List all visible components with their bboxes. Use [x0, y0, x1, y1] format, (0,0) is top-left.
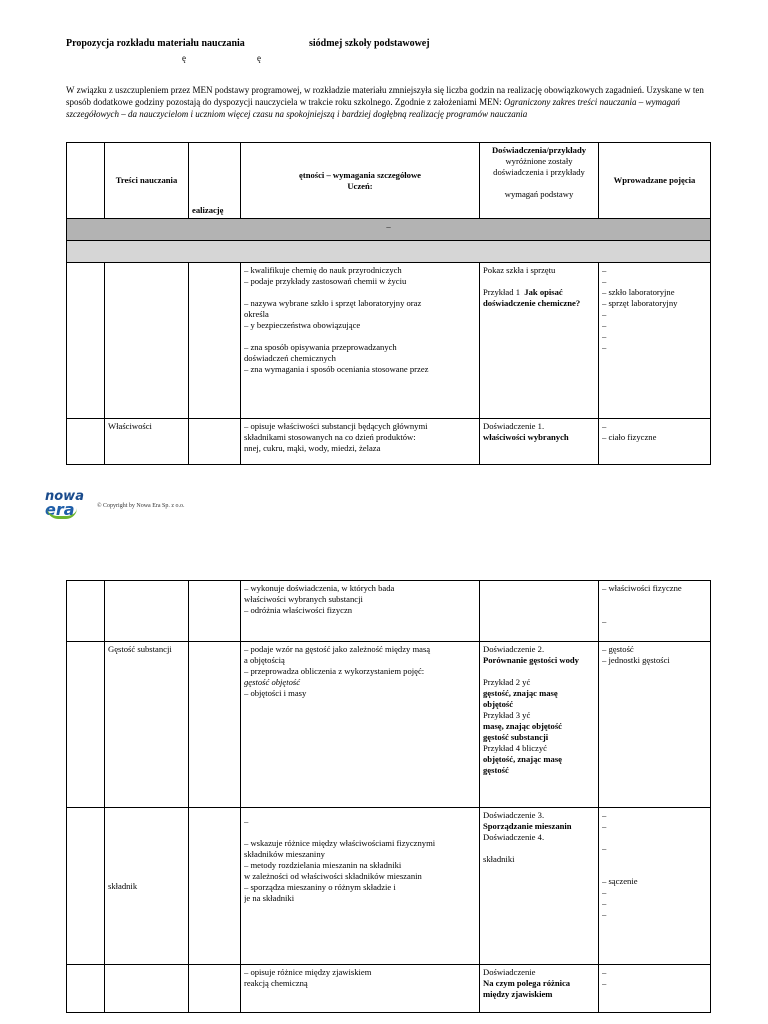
curriculum-table-page2 — [66, 580, 711, 1013]
requirement-line: je na składniki — [244, 893, 295, 903]
cell-empty — [67, 581, 105, 642]
cell-tresc — [105, 263, 189, 419]
requirement-line: – odróżnia właściwości fizyczn — [244, 605, 353, 615]
logo-text: era — [45, 500, 75, 519]
header-cell-realizacje: ealizację — [189, 143, 241, 219]
experiment-line: Na czym polega różnica — [483, 978, 571, 988]
concept-line: – sprzęt laboratoryjny — [602, 298, 678, 308]
experiment-line: Przykład 4 bliczyć — [483, 743, 547, 753]
table-row — [67, 581, 711, 642]
concept-line: – — [602, 309, 607, 319]
requirement-line: – sporządza mieszaniny o różnym składzie i — [244, 882, 396, 892]
header-wymagania-label: ętności – wymagania szczegółowe — [299, 169, 421, 180]
concept-line: – — [602, 342, 607, 352]
header-dosw-line: wymagań podstawy — [504, 189, 574, 199]
experiment-line: Sporządzanie mieszanin — [483, 821, 572, 831]
experiment-line: gęstość substancji — [483, 732, 549, 742]
cell-concepts — [599, 808, 711, 965]
cell-empty — [67, 263, 105, 419]
header-cell-doswiadczenia — [480, 143, 599, 219]
cell-experiments — [480, 642, 599, 808]
cell-concepts — [599, 965, 711, 1013]
cell-concepts — [599, 419, 711, 465]
concept-line: – jednostki gęstości — [602, 655, 670, 665]
header-dosw-title: Doświadczenia/przykłady — [491, 145, 587, 155]
cell-experiments — [480, 965, 599, 1013]
header-dosw-line: wyróżnione zostały — [505, 156, 573, 166]
experiment-line: gęstość, znając masę — [483, 688, 558, 698]
table-row — [67, 808, 711, 965]
requirement-line: składników mieszaniny — [244, 849, 325, 859]
cell-realizacja — [189, 965, 241, 1013]
experiment-line: objętość, znając masę — [483, 754, 562, 764]
concept-line: – sączenie — [602, 876, 638, 886]
header-uczen-label: Uczeń: — [347, 180, 373, 191]
experiment-line: Doświadczenie 4. — [483, 832, 545, 842]
concept-line: – — [602, 810, 607, 820]
cell-realizacja — [189, 263, 241, 419]
cell-empty — [67, 808, 105, 965]
requirement-line: – zna wymagania i sposób oceniania stosowane przez — [244, 364, 429, 374]
cell-requirements — [241, 965, 480, 1013]
concept-line: – — [602, 843, 607, 853]
concept-line: – — [602, 616, 607, 626]
cell-requirements — [241, 808, 480, 965]
experiment-line: masę, znając objętość — [483, 721, 562, 731]
header-cell-pojecia: Wprowadzane pojęcia — [599, 143, 711, 219]
cell-tresc: Właściwości — [105, 419, 189, 465]
experiment-line: gęstość — [483, 765, 509, 775]
cell-tresc: Gęstość substancji — [105, 642, 189, 808]
nowa-era-logo — [45, 489, 84, 519]
cell-empty — [67, 965, 105, 1013]
concept-line: – ciało fizyczne — [602, 432, 657, 442]
requirement-line: – — [244, 816, 249, 826]
requirement-line: – podaje wzór na gęstość jako zależność między masą — [244, 644, 431, 654]
requirement-line: reakcją chemiczną — [244, 978, 308, 988]
requirement-line: – wskazuje różnice między właściwościami fizycznymi — [244, 838, 436, 848]
requirement-line: – wykonuje doświadczenia, w których bada — [244, 583, 395, 593]
intro-paragraph — [66, 84, 706, 120]
cell-concepts — [599, 581, 711, 642]
cell-requirements — [241, 581, 480, 642]
cell-concepts — [599, 642, 711, 808]
concept-line: – — [602, 421, 607, 431]
requirement-line: gęstość objętość — [244, 677, 301, 687]
table-row — [67, 263, 711, 419]
requirement-line: – zna sposób opisywania przeprowadzanych — [244, 342, 397, 352]
cell-realizacja — [189, 419, 241, 465]
requirement-line — [244, 331, 476, 342]
requirement-line: – objętości i masy — [244, 688, 307, 698]
requirement-line: – metody rozdzielania mieszanin na składniki — [244, 860, 402, 870]
copyright-text: © Copyright by Nowa Era Sp. z o.o. — [97, 503, 185, 509]
cell-experiments — [480, 808, 599, 965]
concept-line: – — [602, 909, 607, 919]
cell-tresc — [105, 965, 189, 1013]
logo-text: nowa — [45, 489, 84, 504]
requirement-line: określa — [244, 309, 269, 319]
experiment-line: Przykład 3 yć — [483, 710, 531, 720]
concept-line: – — [602, 967, 607, 977]
cell-experiments — [480, 581, 599, 642]
requirement-line: – podaje przykłady zastosowań chemii w życiu — [244, 276, 407, 286]
cell-requirements — [241, 263, 480, 419]
cell-experiments — [480, 263, 599, 419]
concept-line: – właściwości fizyczne — [602, 583, 682, 593]
example-label: Przykład 1 — [483, 287, 520, 297]
cell-experiments — [480, 419, 599, 465]
requirement-line: – nazywa wybrane szkło i sprzęt laboratoryjny oraz — [244, 298, 422, 308]
experiment-line: właściwości wybranych — [483, 432, 569, 442]
requirement-line: – y bezpieczeństwa obowiązujące — [244, 320, 361, 330]
cell-realizacja — [189, 642, 241, 808]
cell-requirements — [241, 419, 480, 465]
cell-tresc — [105, 581, 189, 642]
table-header-row — [67, 143, 711, 219]
header-cell-wymagania — [241, 143, 480, 219]
experiment-line: Pokaz szkła i sprzętu — [483, 265, 556, 275]
example-title: Jak opisać — [524, 287, 563, 297]
section-row — [67, 219, 711, 241]
subsection-row — [67, 241, 711, 263]
cell-realizacja — [189, 581, 241, 642]
title-fragment: ę — [182, 53, 186, 63]
experiment-line: Porównanie gęstości wody — [483, 655, 579, 665]
table-row — [67, 965, 711, 1013]
intro-text: W związku z uszczupleniem przez MEN podstawy programowej, w rozkładzie materiału zmniejszyła się liczba godzin na realizację obowiązkowych zagadnień. Uzyskane w ten sposób dodatkowe godziny pozostają do dyspozycji nauczyciela w trakcie roku szkolnego. Zgodnie z założeniami MEN: — [66, 85, 704, 107]
concept-line: – — [602, 276, 607, 286]
experiment-line: między zjawiskiem — [483, 989, 553, 999]
experiment-line: Doświadczenie 3. — [483, 810, 545, 820]
requirement-line — [244, 287, 476, 298]
concept-line: – — [602, 978, 607, 988]
requirement-line: składnikami stosowanych na co dzień produktów: — [244, 432, 416, 442]
requirement-line: – opisuje właściwości substancji będących głównymi — [244, 421, 428, 431]
concept-line: – — [602, 265, 607, 275]
requirement-line: nnej, cukru, mąki, wody, miedzi, żelaza — [244, 443, 381, 453]
requirement-line: a objętością — [244, 655, 285, 665]
experiment-line: Przykład 2 yć — [483, 677, 531, 687]
subsection-title — [67, 241, 711, 263]
header-cell-tresci: Treści nauczania — [105, 143, 189, 219]
requirement-line: – opisuje różnice między zjawiskiem — [244, 967, 372, 977]
concept-line: – — [602, 898, 607, 908]
cell-empty — [67, 642, 105, 808]
concept-line: – — [602, 331, 607, 341]
intro-quote: Ograniczony zakres treści nauczania – wymagań szczegółowych – da nauczycielom i uczniom więcej czasu na spokojniejszą i bardziej dogłębną realizację programów nauczania — [66, 97, 680, 119]
experiment-line: Doświadczenie — [483, 967, 536, 977]
table-row — [67, 642, 711, 808]
concept-line: – — [602, 887, 607, 897]
cell-tresc: składnik — [105, 808, 189, 965]
requirement-line: – kwalifikuje chemię do nauk przyrodniczych — [244, 265, 402, 275]
experiment-line — [483, 287, 595, 298]
requirement-line: – przeprowadza obliczenia z wykorzystaniem pojęć: — [244, 666, 425, 676]
header-cell-empty — [67, 143, 105, 219]
concept-line: – — [602, 821, 607, 831]
concept-line: – gęstość — [602, 644, 634, 654]
section-title: – — [67, 219, 711, 241]
curriculum-table-page1 — [66, 142, 711, 465]
concept-line: – — [602, 320, 607, 330]
header-dosw-line: doświadczenia i przykłady — [493, 167, 585, 177]
cell-concepts — [599, 263, 711, 419]
experiment-line: Doświadczenie 1. — [483, 421, 545, 431]
cell-realizacja — [189, 808, 241, 965]
experiment-line: doświadczenie chemiczne? — [483, 298, 581, 308]
cell-empty — [67, 419, 105, 465]
page-title: Propozycja rozkładu materiału nauczania — [66, 38, 245, 49]
requirement-line: właściwości wybranych substancji — [244, 594, 363, 604]
cell-requirements — [241, 642, 480, 808]
requirement-line: doświadczeń chemicznych — [244, 353, 336, 363]
experiment-line: Doświadczenie 2. — [483, 644, 545, 654]
requirement-line: w zależności od właściwości składników mieszanin — [244, 871, 422, 881]
table-row — [67, 419, 711, 465]
experiment-line: składniki — [483, 854, 515, 864]
title-fragment: ę — [257, 53, 261, 63]
concept-line: – szkło laboratoryjne — [602, 287, 675, 297]
page-title-continuation: siódmej szkoły podstawowej — [309, 38, 430, 49]
experiment-line: objętość — [483, 699, 514, 709]
